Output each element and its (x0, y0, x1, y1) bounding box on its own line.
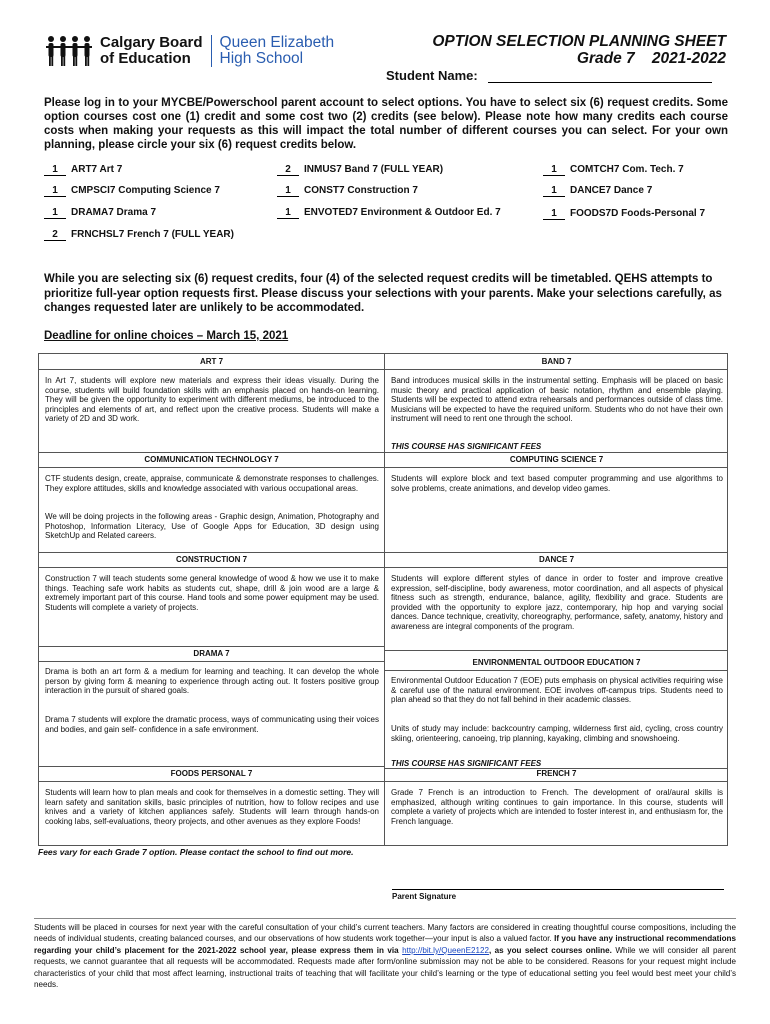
option-cmpsci7[interactable] (44, 185, 220, 197)
intro-paragraph: Please log in to your MYCBE/Powerschool parent account to select options. You have to select six (6) request credits. Some option courses cost one (1) credit and some cost two (2) credits (see below). Please note how many credits each course costs when making your requests as this will impact the total number of different courses you can select. For your own planning, please circle your six (6) request credits below. (44, 97, 728, 151)
course-grid (38, 353, 728, 846)
option-foods7d[interactable] (543, 208, 705, 220)
grid-line (39, 452, 384, 453)
school-year: 2021-2022 (651, 50, 726, 67)
dance-description: Students will explore different styles of dance in order to foster and improve creative expression, self-discipline, body awareness, motor coordination, and all aspects of physical fitness such as strength, endurance, balance, agility, flexibility and grace. Students are provided with the opportunity to explore jazz, contemporary, hip hop and varying social dances. Dance technique, creativity, choreography, performance, safety, anatomy, history and awareness are integral components of the program. (391, 574, 723, 631)
option-label: DRAMA7 Drama 7 (71, 207, 157, 218)
option-label: FRNCHSL7 French 7 (FULL YEAR) (71, 229, 234, 240)
school-name-line2: High School (219, 50, 304, 67)
parent-signature-line[interactable] (392, 889, 724, 901)
french-title: FRENCH 7 (536, 769, 577, 778)
option-drama7[interactable] (44, 207, 156, 219)
option-comtch7[interactable] (543, 164, 684, 176)
comtech-description-1: CTF students design, create, appraise, communicate & demonstrate responses to challenges. They explore attitudes, skills and knowledge associated with various occupational areas. (45, 474, 379, 493)
grid-line (39, 781, 384, 782)
dance-title: DANCE 7 (538, 555, 575, 564)
option-label: FOODS7D Foods-Personal 7 (570, 208, 706, 219)
student-name-row (386, 67, 712, 83)
comtech-title: COMMUNICATION TECHNOLOGY 7 (144, 455, 279, 464)
school-name (220, 35, 335, 67)
logo-divider (211, 35, 212, 67)
option-label: DANCE7 Dance 7 (570, 185, 653, 196)
fees-note: Fees vary for each Grade 7 option. Please contact the school to find out more. (38, 847, 354, 857)
drama-description-1: Drama is both an art form & a medium for learning and teaching. It can develop the whole person by giving form & meaning to experience through acting out. It fosters positive group interaction in the pursuit of shared goals. (45, 667, 379, 695)
placement-note-text-b: If you have any instructional recommendations regarding your child’s placement for the 2021-2022 school year, please express them in via (34, 934, 736, 955)
option-frnchsl7[interactable] (44, 229, 234, 241)
option-label: COMTCH7 Com. Tech. 7 (570, 164, 684, 175)
compsci-title: COMPUTING SCIENCE 7 (509, 455, 604, 464)
placement-note-text-c: , as you select courses online. (488, 945, 612, 955)
option-credits: 1 (277, 207, 299, 219)
grid-line (385, 369, 728, 370)
grid-line (39, 552, 384, 553)
grid-line (385, 552, 728, 553)
student-name-label: Student Name: (386, 68, 478, 83)
option-credits: 1 (543, 185, 565, 197)
org-name (100, 35, 203, 67)
placement-note (34, 918, 736, 990)
option-credits: 1 (44, 207, 66, 219)
env-fees-note: THIS COURSE HAS SIGNIFICANT FEES (391, 759, 542, 768)
option-const7[interactable] (277, 185, 418, 197)
env-title: ENVIRONMENTAL OUTDOOR EDUCATION 7 (472, 658, 641, 667)
grid-line (385, 452, 728, 453)
option-label: ENVOTED7 Environment & Outdoor Ed. 7 (304, 207, 501, 218)
option-credits: 1 (44, 185, 66, 197)
option-label: ART7 Art 7 (71, 164, 123, 175)
option-envoted7[interactable] (277, 207, 501, 219)
env-description-1: Environmental Outdoor Education 7 (EOE) puts emphasis on physical activities requiring wise & careful use of the natural environment. EOE involves off-campus trips. Students need to plan ahead so that they do not fall behind in their academic classes. (391, 676, 723, 704)
option-label: CONST7 Construction 7 (304, 185, 418, 196)
grid-line (39, 567, 384, 568)
parent-signature-label: Parent Signature (392, 892, 457, 901)
option-label: CMPSCI7 Computing Science 7 (71, 185, 220, 196)
french-description: Grade 7 French is an introduction to French. The development of oral/aural skills is emphasized, although writing continues to gain importance. In this course, students will complete a variety of projects which are intended to foster interest in, and enthusiasm for, the French language. (391, 788, 723, 826)
compsci-description: Students will explore block and text based computer programming and use algorithms to solve problems, create animations, and develop video games. (391, 474, 723, 493)
school-name-line1: Queen Elizabeth (219, 34, 335, 51)
option-credits: 2 (44, 229, 66, 241)
placement-note-text-a: Students will be placed in courses for next year with the careful consultation of your child’s current teachers. Many factors are considered in creating thoughtful course compositions, including the needs of individual students, creating balanced courses, and our observations of how students work together—your input is also a valued factor. (34, 923, 736, 944)
recommendations-link[interactable]: http://bit.ly/QueenE2122 (402, 945, 489, 955)
placement-note-text-d: While we will consider all parent requests, we cannot guarantee that all requests will be accommodated. Requests made after form/online submission may not be able to be considered. Reasons for your request might include characteristics of your child that most affect learning, instructional traits of teaching that will facilitate your child’s learning or the type of educational setting you feel would best meet your child’s needs. (34, 945, 736, 990)
foods-description: Students will learn how to plan meals and cook for themselves in a domestic setting. They will learn safety and sanitation skills, basic principles of nutrition, how to follow recipes and use knives and a variety of kitchen appliances safely. Students will learn through hands-on cooking labs, self-evaluations, theory projects, and other avenues as they explore Foods! (45, 788, 379, 826)
page-title (432, 33, 726, 67)
grid-line (385, 467, 728, 468)
cbe-figures-logo-icon (44, 34, 94, 68)
foods-title: FOODS PERSONAL 7 (170, 769, 253, 778)
construction-description: Construction 7 will teach students some general knowledge of wood & how we use it to make things. Teaching safe work habits as students cut, shape, drill & join wood are a large & extremely important part of this course. Hand tools and some power equipment may be used. Students will complete a variety of projects. (45, 574, 379, 612)
option-credits: 1 (277, 185, 299, 197)
option-credits: 2 (277, 164, 299, 176)
option-inmus7[interactable] (277, 164, 443, 176)
art-title: ART 7 (199, 357, 224, 366)
student-name-field[interactable] (488, 67, 712, 83)
construction-title: CONSTRUCTION 7 (175, 555, 248, 564)
option-label: INMUS7 Band 7 (FULL YEAR) (304, 164, 444, 175)
grid-line (385, 567, 728, 568)
grade-year (432, 50, 726, 67)
deadline: Deadline for online choices – March 15, 2021 (44, 330, 289, 342)
grid-line (39, 646, 384, 647)
grid-line (39, 766, 384, 767)
grid-line (39, 369, 384, 370)
sheet-title: OPTION SELECTION PLANNING SHEET (432, 33, 726, 50)
logo (44, 34, 334, 68)
band-description: Band introduces musical skills in the instrumental setting. Emphasis will be placed on basic music theory and practical application of basic notation, rhythm and ensemble playing. Students will be expected to attend extra rehearsals and performances outside of class time. Musicians will be expected to have the required uniform. Students who do not have their own instrument will need to rent one through the school. (391, 376, 723, 423)
grid-line (385, 650, 728, 651)
notice-paragraph: While you are selecting six (6) request credits, four (4) of the selected request credits will be timetabled. QEHS attempts to prioritize full-year option requests first. Please discuss your selections with your parents. Make your selections carefully, as changes requested later are unlikely to be accommodated. (44, 273, 722, 314)
art-description: In Art 7, students will explore new materials and express their ideas visually. During the course, students will build foundation skills with an emphasis placed on hands-on learning. They will be given the opportunity to experiment with different mediums, be introduced to the principles and elements of art, and reflect upon the creative process. Students will make a variety of 2D and 3D work. (45, 376, 379, 423)
grid-line (385, 781, 728, 782)
org-name-line1: Calgary Board (100, 34, 203, 51)
option-credits: 1 (543, 208, 565, 220)
band-title: BAND 7 (541, 357, 572, 366)
option-art7[interactable] (44, 164, 122, 176)
option-dance7[interactable] (543, 185, 652, 197)
band-fees-note: THIS COURSE HAS SIGNIFICANT FEES (391, 442, 542, 451)
option-credits: 1 (543, 164, 565, 176)
org-name-line2: of Education (100, 50, 191, 67)
comtech-description-2: We will be doing projects in the following areas - Graphic design, Animation, Photography and Photoshop, Information Literacy, Use of Google Apps for Education, 3D design using SketchUp and Related careers. (45, 512, 379, 540)
drama-description-2: Drama 7 students will explore the dramatic process, ways of communicating using their voices and bodies, and gain self- confidence in a safe environment. (45, 715, 379, 734)
grade: Grade 7 (576, 50, 635, 67)
grid-line (385, 670, 728, 671)
grid-line (39, 661, 384, 662)
env-description-2: Units of study may include: backcountry camping, wilderness first aid, cycling, cross country skiing, orienteering, canoeing, trip planning, kayaking, climbing and snowshoeing. (391, 724, 723, 743)
option-credits: 1 (44, 164, 66, 176)
grid-line (39, 467, 384, 468)
drama-title: DRAMA 7 (193, 649, 230, 658)
